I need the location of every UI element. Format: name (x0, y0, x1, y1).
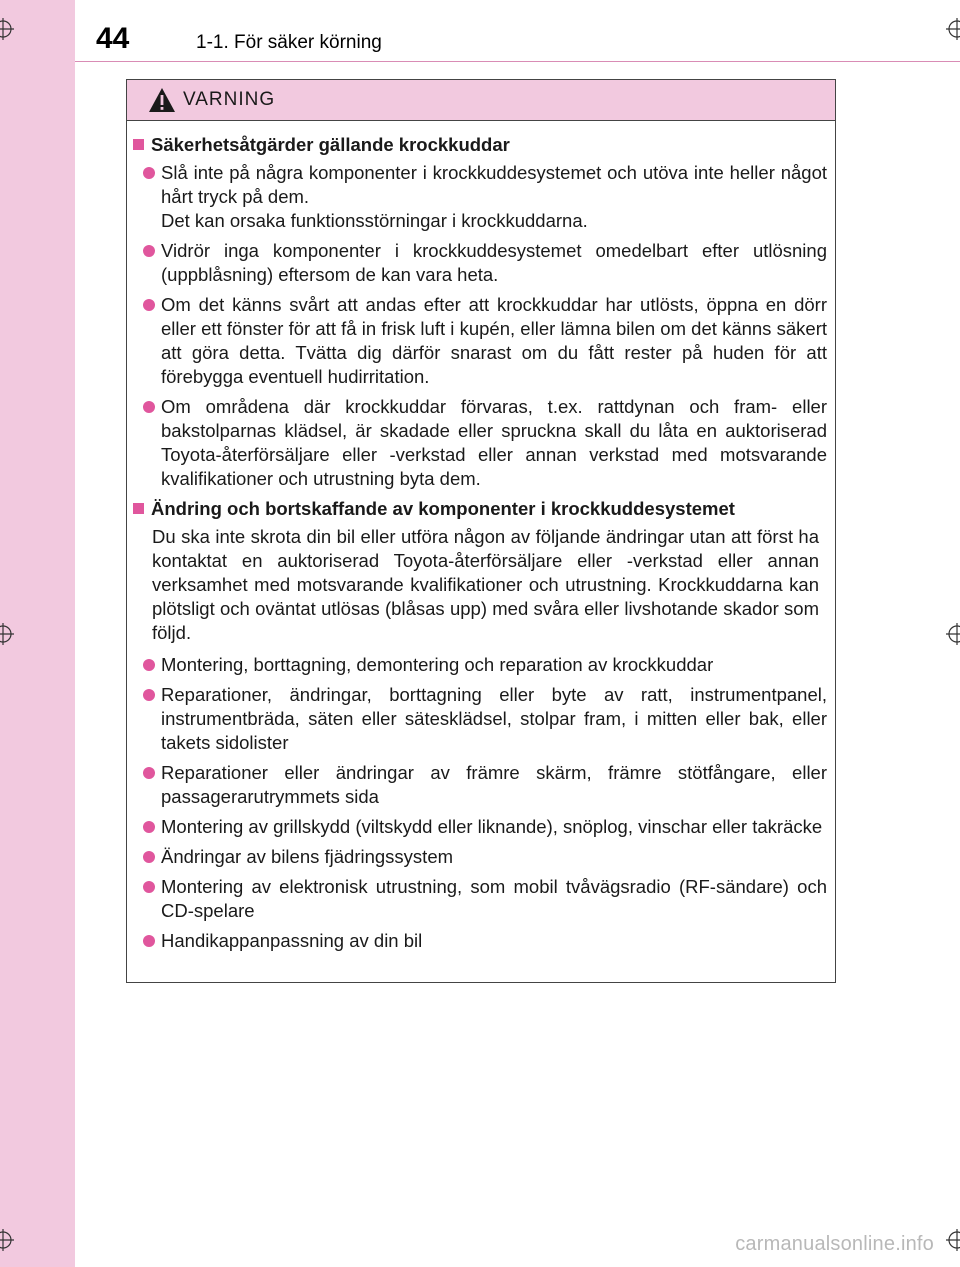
bullet-paragraph: Ändringar av bilens fjädringssystem (161, 846, 454, 867)
bullet-item (130, 653, 827, 677)
round-bullet-icon (143, 401, 155, 413)
intro-paragraph: Du ska inte skrota din bil eller utföra någon av följande ändringar utan att först ha kontaktat en auktoriserad Toyota-återförsäljare eller -verkstad eller annan verksamhet med motsvarande kvalifikationer och utrustning. Krockkuddarna kan plötsligt och oväntat utlösas (blåsas upp) med svåra eller livshotande skador som följd. (152, 526, 819, 643)
registration-mark-icon (0, 18, 14, 40)
bullet-item (130, 761, 827, 809)
bullet-paragraph: Reparationer eller ändringar av främre skärm, främre stötfångare, eller passagerarutrymmets sida (161, 762, 827, 807)
bullet-item (130, 395, 827, 491)
bullet-item (130, 161, 827, 233)
bullet-paragraph: Slå inte på några komponenter i krockkuddesystemet och utöva inte heller något hårt tryck på dem. (161, 162, 827, 207)
bullet-item (130, 929, 827, 953)
bullet-item (130, 845, 827, 869)
bullet-item (130, 683, 827, 755)
bullet-text (161, 161, 827, 233)
round-bullet-icon (143, 245, 155, 257)
registration-mark-icon (946, 623, 960, 645)
round-bullet-icon (143, 935, 155, 947)
registration-mark-icon (0, 623, 14, 645)
bullet-item (130, 815, 827, 839)
bullet-item (130, 875, 827, 923)
bullet-paragraph: Montering av elektronisk utrustning, som mobil tvåvägsradio (RF-sändare) och CD-spelare (161, 876, 827, 921)
bullet-text (161, 845, 827, 869)
bullet-paragraph: Montering av grillskydd (viltskydd eller liknande), snöplog, vinschar eller takräcke (161, 816, 823, 837)
registration-mark-icon (0, 1229, 14, 1251)
bullet-text (161, 293, 827, 389)
bullet-paragraph: Om områdena där krockkuddar förvaras, t.ex. rattdynan och fram- eller bakstolparnas klädsel, är skadade eller spruckna skall du låta en auktoriserad Toyota-återförsäljare eller -verkstad eller annan verkstad med motsvarande kvalifikationer och utrustning byta dem. (161, 396, 827, 489)
section-heading-text: Ändring och bortskaffande av komponenter i krockkuddesystemet (151, 498, 735, 519)
bullet-paragraph: Det kan orsaka funktionsstörningar i krockkuddarna. (161, 210, 588, 231)
bullet-text (161, 683, 827, 755)
bullet-text (161, 815, 827, 839)
round-bullet-icon (143, 881, 155, 893)
bullet-text (161, 395, 827, 491)
bullet-text (161, 929, 827, 953)
warning-triangle-icon (147, 86, 177, 114)
registration-mark-icon (946, 1229, 960, 1251)
section-title: 1-1. För säker körning (196, 32, 382, 53)
round-bullet-icon (143, 821, 155, 833)
bullet-text (161, 239, 827, 287)
round-bullet-icon (143, 659, 155, 671)
section-heading-text: Säkerhetsåtgärder gällande krockkuddar (151, 134, 510, 155)
warning-body (127, 121, 835, 953)
round-bullet-icon (143, 299, 155, 311)
footer-watermark: carmanualsonline.info (735, 1233, 934, 1255)
bullet-paragraph: Om det känns svårt att andas efter att krockkuddar har utlösts, öppna en dörr eller ett fönster för att få in frisk luft i kupén, eller lämna bilen om det känns säkert att göra detta. Tvätta dig därför snarast om du fått rester på huden för att förebygga eventuell hudirritation. (161, 294, 827, 387)
bullet-paragraph: Handikappanpassning av din bil (161, 930, 423, 951)
bullet-item (130, 239, 827, 287)
round-bullet-icon (143, 167, 155, 179)
bullet-paragraph: Vidrör inga komponenter i krockkuddesystemet omedelbart efter utlösning (uppblåsning) eftersom de kan vara heta. (161, 240, 827, 285)
bullet-text (161, 653, 827, 677)
square-bullet-icon (133, 139, 144, 150)
round-bullet-icon (143, 851, 155, 863)
registration-mark-icon (946, 18, 960, 40)
warning-label: VARNING (183, 89, 276, 110)
round-bullet-icon (143, 767, 155, 779)
bullet-item (130, 293, 827, 389)
section-heading (130, 497, 827, 521)
bullet-paragraph: Reparationer, ändringar, borttagning eller byte av ratt, instrumentpanel, instrumentbräda, säten eller sätesklädsel, stolpar fram, i mitten eller bak, eller takets sidolister (161, 684, 827, 753)
round-bullet-icon (143, 689, 155, 701)
warning-box (126, 79, 836, 983)
header-divider (75, 61, 960, 62)
page-number: 44 (96, 22, 130, 55)
bullet-text (161, 875, 827, 923)
section-heading (130, 133, 827, 157)
warning-header (127, 80, 835, 121)
bullet-paragraph: Montering, borttagning, demontering och reparation av krockkuddar (161, 654, 714, 675)
square-bullet-icon (133, 503, 144, 514)
bullet-text (161, 761, 827, 809)
